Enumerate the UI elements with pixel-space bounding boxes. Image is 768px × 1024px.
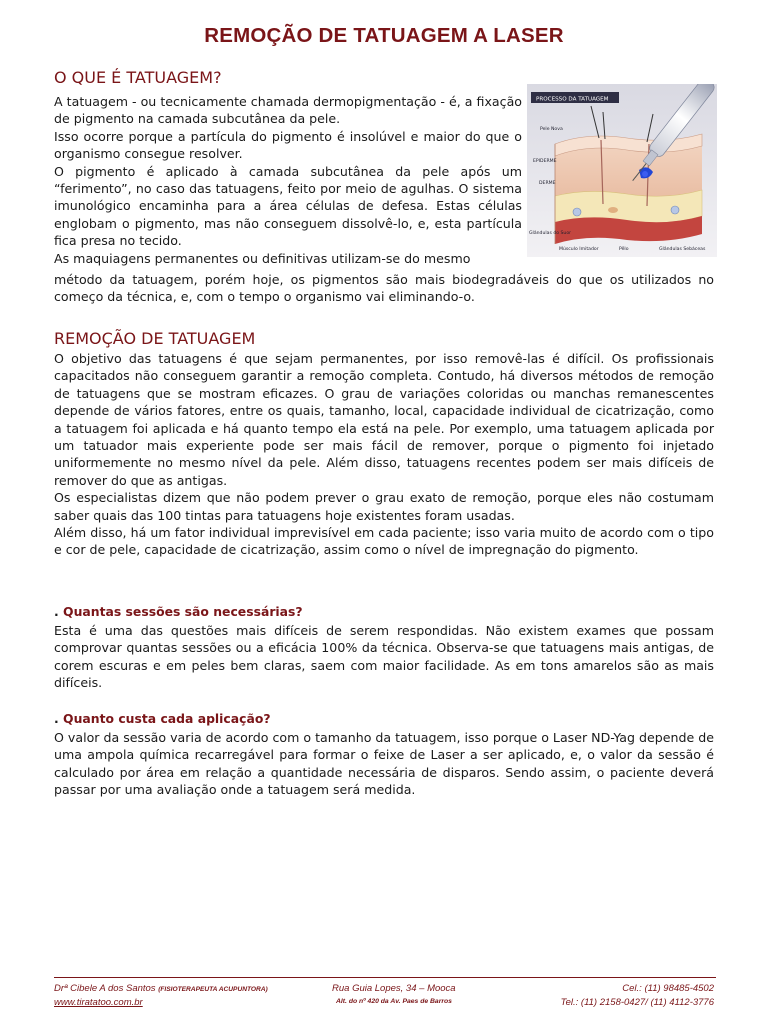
paragraph: As maquiagens permanentes ou definitivas utilizam-se do mesmo [54,250,471,266]
figure-label-derme: DERME [539,181,556,186]
footer-name: Drª Cibele A dos Santos [54,983,156,994]
question-sessions-heading [54,604,303,619]
question-sessions-answer [54,622,714,692]
paragraph: O pigmento é aplicado à camada subcutânea da pele após um “ferimento”, no caso das tatuagens, feito por meio de agulhas. O sistema imunológico encaminha para a área células de defesa. Estas células englobam o pigmento, mas não conseguem dissolvê-lo, e, esta partícula fica presa no tecido. [54,163,522,249]
footer-address-reference: Alt. do nº 420 da Av. Paes de Barros [336,998,452,1005]
figure-label-pelo: Pêlo [619,247,629,252]
footer-website-link[interactable]: www.tiratatoo.com.br [54,997,143,1008]
footer-role: (FISIOTERAPEUTA ACUPUNTORA) [158,986,268,993]
paragraph: método da tatuagem, porém hoje, os pigmentos são mais biodegradáveis do que os utilizados no começo da técnica, e, com o tempo o organismo vai eliminando-o. [54,272,714,305]
footer-cell-phone: Cel.: (11) 98485-4502 [622,983,714,994]
paragraph: Além disso, há um fator individual imprevisível em cada paciente; isso varia muito de acordo com o tipo e cor de pele, capacidade de cicatrização, assim como o nível de impregnação do pigmento. [54,525,714,558]
footer-telephone: Tel.: (11) 2158-0427/ (11) 4112-3776 [560,997,714,1008]
skin-layers-illustration [527,84,717,257]
section-heading-what-is-tattoo: O QUE É TATUAGEM? [54,68,222,87]
figure-label-glandulas-sebaceas: Glândulas Sebáceas [659,247,706,252]
footer-divider [54,977,716,978]
paragraph: O objetivo das tatuagens é que sejam permanentes, por isso removê-las é difícil. Os profissionais capacitados não conseguem garantir a remoção completa. Contudo, há diversos métodos de remoção de tatuagens que se mostram eficazes. O grau de variações coloridas ou manchas remanescentes depende de vários fatores, entre os quais, tamanho, local, capacidade individual de cicatrização, como a tatuagem foi aplicada e há quanto tempo ela está na pele. Por exemplo, uma tatuagem aplicada por um tatuador mais experiente pode ser mais fácil de remover, porque o pigmento foi injetado uniformemente no mesmo nível da pele. Além disso, tatuagens recentes podem ser mais difíceis de remover do que as antigas. [54,351,714,488]
tattoo-process-figure [527,84,717,257]
figure-label-pele-nova: Pele Nova [540,127,563,132]
section2-body [54,350,714,559]
paragraph: Os especialistas dizem que não podem prever o grau exato de remoção, porque eles não costumam saber quais das 100 tintas para tatuagens hoje existentes foram usadas. [54,490,714,523]
paragraph: Isso ocorre porque a partícula do pigmento é insolúvel e maior do que o organismo consegue resolver. [54,128,522,162]
figure-label-glandulas-suor: Glândulas do Suor [529,231,572,236]
figure-header: PROCESSO DA TATUAGEM [536,96,609,103]
footer-doctor [54,983,268,994]
figure-label-musculo: Músculo Imitador [559,247,599,252]
paragraph: A tatuagem - ou tecnicamente chamada dermopigmentação - é, a fixação de pigmento na camada subcutânea da pele. [54,94,522,127]
paragraph: Esta é uma das questões mais difíceis de serem respondidas. Não existem exames que possam comprovar quantas sessões ou a eficácia 100% da técnica. Observa-se que tatuagens mais antigas, de corem escuras e em peles bem claras, saem com maior facilidade. As em tons amarelos são as mais difíceis. [54,623,714,691]
figure-label-epiderme: EPIDERME [533,159,557,164]
question-title: Quantas sessões são necessárias? [63,604,303,619]
section1-body [54,93,522,267]
question-cost-heading [54,711,271,726]
question-bullet: . [54,604,64,619]
footer-address: Rua Guia Lopes, 34 – Mooca [332,983,456,994]
question-cost-answer [54,729,714,799]
paragraph: O valor da sessão varia de acordo com o tamanho da tatuagem, isso porque o Laser ND-Yag depende de uma ampola química recarregável para formar o feixe de Laser a ser aplicado, e, o valor da sessão é calculado por área em relação a quantidade necessária de disparos. Sendo assim, o paciente deverá passar por uma avaliação onde a tatuagem será medida. [54,730,714,798]
section1-continuation [54,271,714,306]
section-heading-tattoo-removal: REMOÇÃO DE TATUAGEM [54,329,256,348]
question-bullet: . [54,711,64,726]
question-title: Quanto custa cada aplicação? [63,711,271,726]
document-title: REMOÇÃO DE TATUAGEM A LASER [204,24,564,47]
